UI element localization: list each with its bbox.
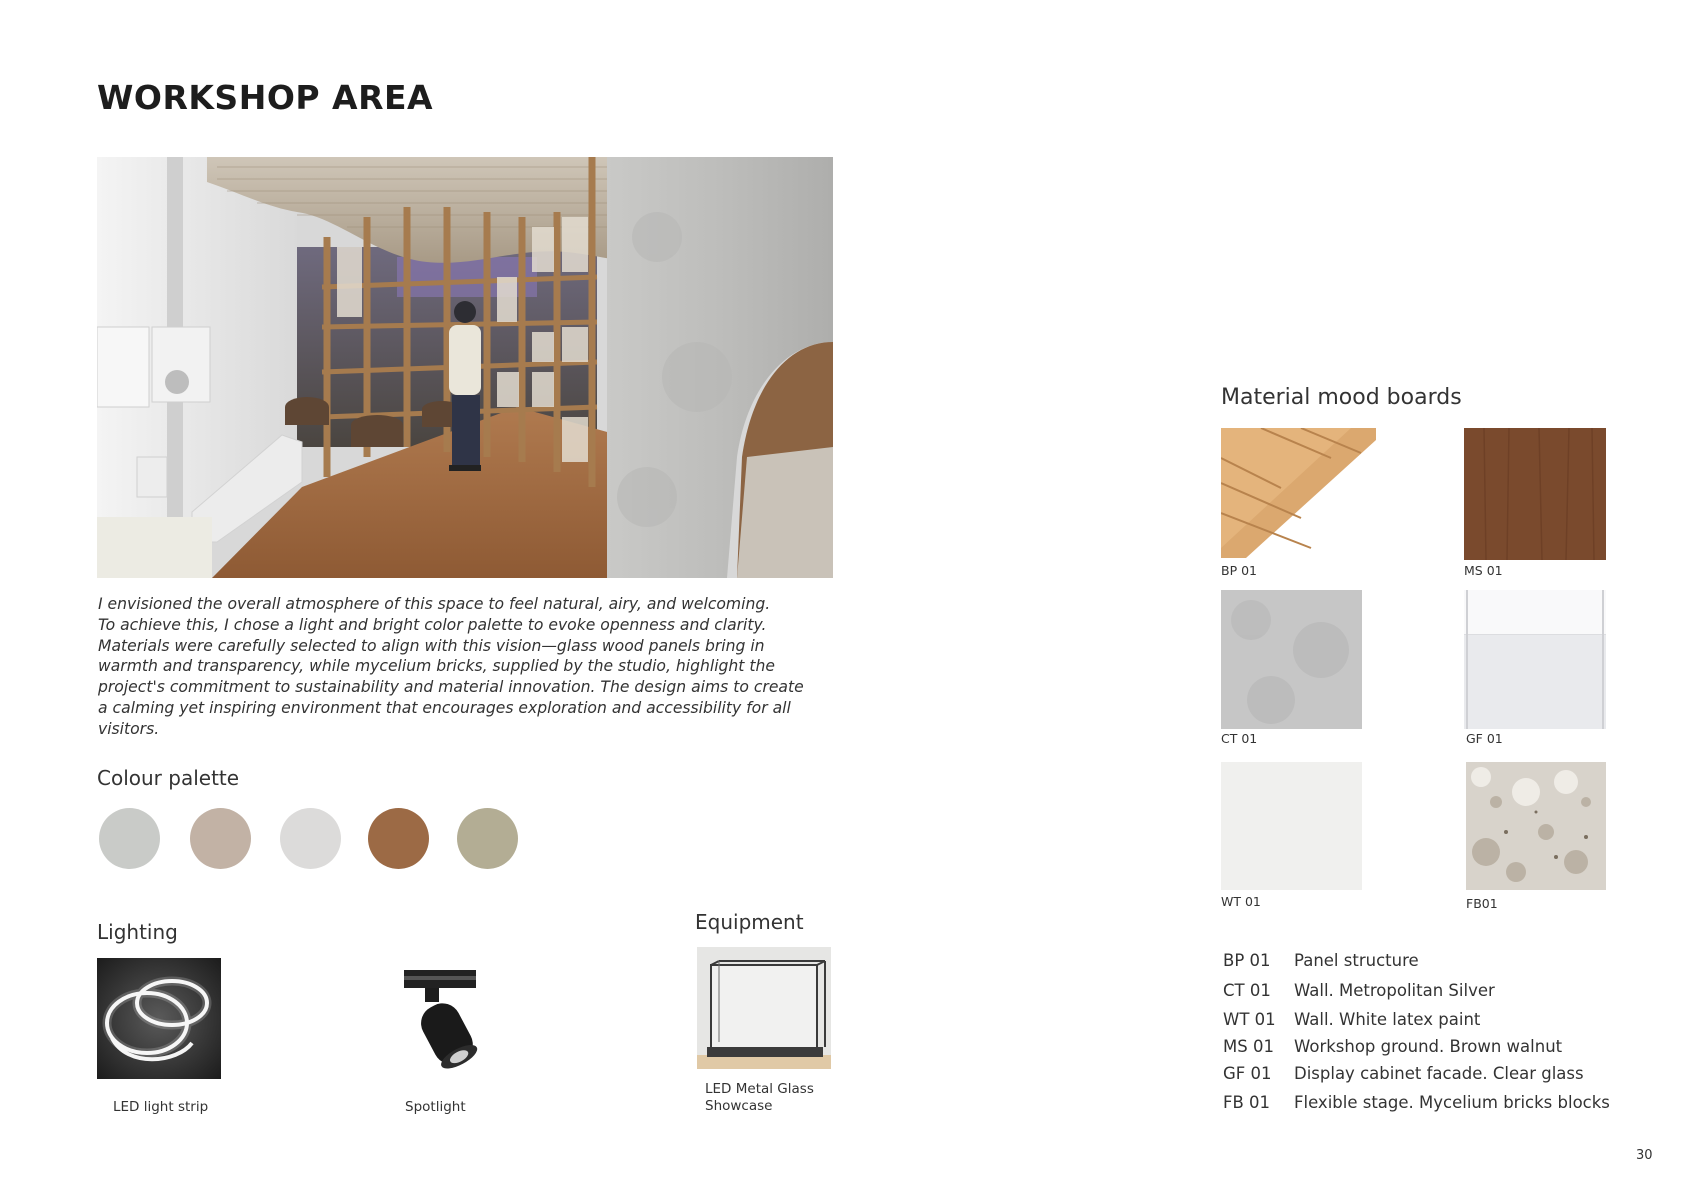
showcase-label-line1: LED Metal Glass [705, 1081, 814, 1097]
material-swatch-ms01 [1464, 428, 1606, 560]
material-code-bp01: BP 01 [1221, 563, 1257, 578]
glass-showcase-icon [697, 947, 831, 1069]
legend-text: Display cabinet facade. Clear glass [1294, 1064, 1584, 1083]
palette-swatch-1 [99, 808, 160, 869]
material-code-ms01: MS 01 [1464, 563, 1503, 578]
description-line: project's commitment to sustainability and material innovation. The design aims to create [98, 678, 804, 697]
material-legend-row [1223, 981, 1495, 1000]
material-code-wt01: WT 01 [1221, 894, 1261, 909]
led-strip-icon [97, 958, 221, 1079]
material-swatch-fb01 [1466, 762, 1606, 890]
description-line: To achieve this, I chose a light and bright color palette to evoke openness and clarity. [98, 615, 767, 634]
material-code-ct01: CT 01 [1221, 731, 1258, 746]
material-code-gf01: GF 01 [1466, 731, 1503, 746]
description-line: I envisioned the overall atmosphere of this space to feel natural, airy, and welcoming. [98, 595, 771, 613]
material-legend-row [1223, 1093, 1610, 1112]
material-code-fb01: FB01 [1466, 896, 1498, 911]
legend-code: BP 01 [1223, 951, 1271, 970]
material-moodboards-heading: Material mood boards [1221, 385, 1462, 410]
showcase-label [705, 1081, 814, 1115]
legend-code: FB 01 [1223, 1093, 1271, 1112]
equipment-heading: Equipment [695, 910, 804, 934]
material-swatch-bp01 [1221, 428, 1376, 558]
legend-text: Panel structure [1294, 951, 1419, 970]
description-line: visitors. [98, 719, 160, 738]
legend-code: MS 01 [1223, 1037, 1274, 1056]
material-legend-row [1223, 1037, 1562, 1056]
material-legend-row [1223, 1010, 1480, 1029]
project-description [98, 594, 858, 740]
showcase-label-line2: Showcase [705, 1098, 773, 1114]
spotlight-label: Spotlight [405, 1099, 466, 1115]
palette-swatch-2 [190, 808, 251, 869]
legend-code: CT 01 [1223, 981, 1271, 1000]
legend-text: Flexible stage. Mycelium bricks blocks [1294, 1093, 1610, 1112]
material-swatch-gf01 [1464, 590, 1606, 729]
material-swatch-wt01 [1221, 762, 1362, 890]
material-swatch-ct01 [1221, 590, 1362, 729]
palette-swatch-4 [368, 808, 429, 869]
led-strip-label: LED light strip [113, 1099, 209, 1115]
page-title: WORKSHOP AREA [97, 78, 434, 117]
lighting-heading: Lighting [97, 920, 178, 944]
palette-swatch-3 [280, 808, 341, 869]
description-line: warmth and transparency, while mycelium bricks, supplied by the studio, highlight the [98, 657, 775, 676]
material-legend-row [1223, 1064, 1584, 1083]
workshop-render-image [97, 157, 833, 578]
legend-text: Workshop ground. Brown walnut [1294, 1037, 1563, 1056]
description-line: Materials were carefully selected to align with this vision—glass wood panels bring in [98, 636, 765, 655]
palette-swatch-5 [457, 808, 518, 869]
colour-palette-heading: Colour palette [97, 766, 240, 790]
legend-code: WT 01 [1223, 1010, 1276, 1029]
material-legend-row [1223, 951, 1419, 970]
spotlight-icon [400, 968, 485, 1073]
legend-text: Wall. Metropolitan Silver [1294, 981, 1495, 1000]
description-line: a calming yet inspiring environment that encourages exploration and accessibility for all [98, 698, 791, 717]
page-number: 30 [1636, 1148, 1653, 1163]
legend-text: Wall. White latex paint [1294, 1010, 1481, 1029]
legend-code: GF 01 [1223, 1064, 1272, 1083]
